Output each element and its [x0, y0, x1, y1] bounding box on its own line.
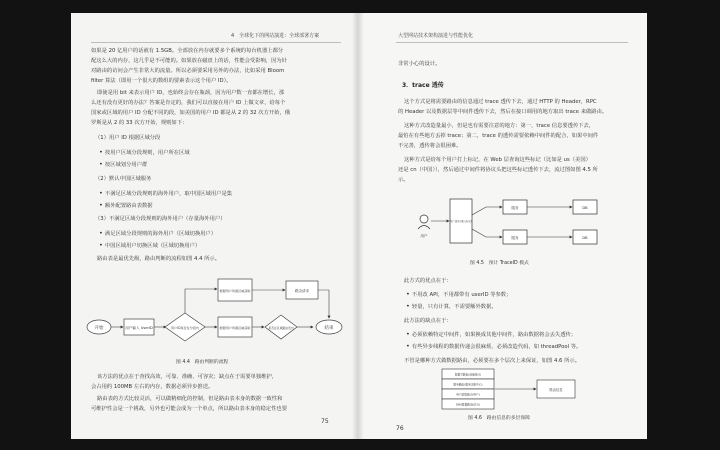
body-line: 不完善，透传将会很困难。: [398, 143, 462, 149]
bullet-icon: •: [99, 160, 105, 168]
list-item: • 轻量，只有计算，不需要额外数据。: [406, 302, 497, 310]
figure-caption: 图 4.4 路由判断的流程: [176, 360, 229, 365]
bullet-icon: •: [406, 302, 412, 310]
body-line: 路由表是最优先级，路由判断的流程如图 4.4 所示。: [97, 256, 221, 262]
bullet-icon: •: [99, 148, 105, 156]
region-label-b: 根据用户所属区域获取: [219, 326, 251, 330]
layer-label: 数据写路由(前端统计): [454, 372, 482, 377]
layer-label: 服务路由(服务注册中心): [453, 382, 483, 387]
end-label: 结束: [324, 326, 334, 331]
list-item: • 额外配置路由表数据: [99, 201, 153, 209]
routing-flowchart: [81, 275, 349, 355]
query-label: 用户查询 (插入标记): [450, 220, 472, 223]
layer-label: DNS数据路由(区分): [455, 402, 481, 407]
list-item: • 按区域划分用户群: [99, 160, 148, 168]
figure-caption: 图 4.6 路由信息的多层保障: [468, 416, 530, 421]
service-label-b: 服务: [511, 236, 519, 240]
list-heading: （3）不满足区域分段规则的海外用户（存量海外用户）: [95, 216, 226, 222]
bullet-icon: •: [406, 330, 412, 338]
book-spine-shadow: [352, 13, 364, 439]
db-label-b: DB: [582, 236, 588, 240]
region-label: 根据用户所属区域获取: [219, 289, 251, 293]
page-number: 76: [396, 425, 404, 432]
cons-title: 此方法的缺点在于：: [404, 318, 452, 324]
body-line: 如果是 20 亿用户的话就有 1.5GB。全部放在内存就要多个系统的每台机器上都分: [91, 48, 284, 54]
body-line: 可维护性会是一个挑战，另外也可能会成为一个单点，所以路由表本身的稳定性也要: [91, 406, 287, 412]
decision-label: 用户ID是否在分段内: [170, 326, 200, 330]
body-line: 么还有没有更好的办法？答案是肯定的，我们可以直接在用户 ID 上做文章，给每个: [91, 100, 286, 106]
list-item: • 不满足区域分段规则的海外用户，取中国区域用户是集: [99, 189, 233, 197]
page-number: 75: [321, 418, 329, 425]
section-heading: 3．trace 透传: [402, 82, 444, 89]
running-header: 4 全球化下的网站演进：全球部署方案: [231, 33, 320, 39]
body-line: 最怕在有些地方丢掉 trace；第二，trace 的透传需要依赖中间件的配合，如果中间件: [398, 133, 599, 139]
list-item: • 有些异步线程的数据传递会很麻烦，必须改造代码，如 threadPool 等。: [406, 342, 582, 350]
body-line: 这种方式是给每个用户打上标记，在 Web 层查询这些标记（比如是 us（美国）: [404, 157, 591, 163]
list-item: • 必须依赖特定中间件，如果换成其他中间件，路由数据将会丢失透传；: [406, 330, 577, 338]
body-line: 非常小心的设计。: [398, 61, 441, 67]
route-label: 路由请求: [294, 289, 310, 293]
user-icon: [420, 215, 428, 223]
input-label: 用户输入 UserID: [125, 326, 153, 330]
right-page: [358, 13, 647, 439]
body-line: 即使是用 bit 来表示用户 ID，也始终会存在瓶颈，因为用户数一直都在增长，那: [97, 90, 285, 96]
bullet-icon: •: [99, 189, 105, 197]
decision-label-2: 是否在区域路由表内: [268, 326, 294, 330]
body-line: 路由表的方式比较灵活，可以做精细化的控制，但是路由表本身的数据一致性和: [97, 396, 283, 402]
figure-caption: 图 4.5 预计 TraceID 模式: [470, 261, 529, 266]
body-line: 这个方式是将需要路由的信息通过 trace 透传下去，通过 HTTP 的 Header，RPC: [404, 99, 597, 105]
body-line: filter 算法（即用一个很大的数组的要素表示这个用户 ID）。: [91, 78, 232, 84]
body-line: 会占用约 100MB 左右的内存，数据必须异步推送。: [91, 384, 214, 390]
body-line: 还是 cn（中国）），然后通过中间件将协议头把这些标记透传下去，流过图如图 4.5 所: [398, 167, 598, 173]
body-line: 罗斯是从 2 的 33 次方开始，规则如下：: [91, 120, 188, 126]
body-line: 该方法的优点在于查找高效，可靠、准确、可容灾；缺点在于需要单独维护，: [97, 374, 278, 380]
body-line: 国家或区域的用户 ID 分配不同的段，如美国的用户 ID 都是从 2 的 32 次方开始，俄: [91, 110, 291, 116]
bullet-icon: •: [99, 229, 105, 237]
body-line: 这种方式改造量最小，但是也有需要注意的地方：第一，trace 信息要透传下去，: [404, 123, 595, 129]
body-line: 的 Header 以及数据层等中间件透传下去，然后在接口调用的地方取出 trace 来做路由。: [398, 109, 608, 115]
list-heading: （2）默认中国区域服务: [95, 176, 152, 182]
pros-title: 此方式的优点在于：: [404, 278, 452, 284]
body-line: 不管是哪种方式做数据路由，必须要在多个层次上来保证，如图 4.6 所示。: [404, 358, 580, 364]
bullet-icon: •: [406, 290, 412, 298]
body-line: 对路由的访问会产生非常大的流量。所以必须要采用另外的办法，比如采用 Bloom: [91, 68, 285, 74]
body-line: 配这么大的内存，这几乎是不可能的。如果放在磁盘上的话，性能会受影响，因为针: [91, 58, 287, 64]
list-item: • 满足区域分段规则的海外用户（区域切换用户）: [99, 229, 217, 237]
bullet-icon: •: [99, 241, 105, 249]
header-rule: [91, 42, 341, 43]
list-item: • 不用改 API，不用都带有 userID 等参数；: [406, 290, 512, 298]
start-label: 开始: [94, 326, 104, 331]
list-heading: （1）用户 ID 根据区域分段: [95, 135, 161, 141]
db-label: DB: [582, 206, 588, 210]
service-label: 服务: [511, 206, 519, 210]
list-item: • 按用户区域分段规则，用户所在区域: [99, 148, 190, 156]
list-item: • 中国区域用户切换区域（区域切换用户）: [99, 241, 201, 249]
running-header: 大型网站技术架构演进与性能优化: [398, 33, 474, 39]
route-info-label: 路由信息: [549, 388, 563, 392]
layer-label: 用户层数据(分用户): [456, 392, 480, 397]
bullet-icon: •: [406, 342, 412, 350]
user-label: 用户: [420, 234, 428, 238]
trace-diagram: [416, 185, 616, 257]
left-page: [71, 13, 358, 439]
layers-diagram: [440, 367, 580, 413]
header-rule: [396, 42, 628, 43]
body-line: 示。: [398, 177, 409, 183]
bullet-icon: •: [99, 201, 105, 209]
